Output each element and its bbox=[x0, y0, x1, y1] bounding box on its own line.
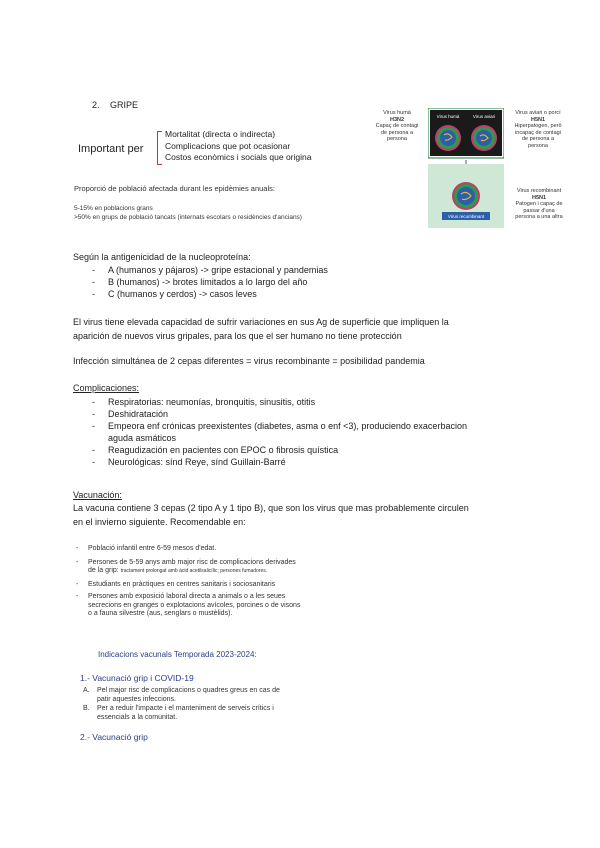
list-item: - C (humanos y cerdos) -> casos leves bbox=[92, 288, 328, 300]
complications-title: Complicaciones: bbox=[73, 383, 140, 393]
list-item: - Estudiants en pràctiques en centres sanitaris i sociosanitaris bbox=[76, 580, 276, 588]
caption-line: incapaç de contagi bbox=[515, 129, 561, 136]
caption-line: Virus aviari o porcí bbox=[515, 110, 561, 116]
caption-line: de persona a bbox=[521, 136, 555, 142]
virus-recombination-figure bbox=[428, 108, 504, 228]
proportion-line: >50% en grups de població tancats (internats escolars o residències d'ancians) bbox=[74, 213, 302, 221]
antigenicity-list bbox=[92, 264, 328, 300]
avian-virus-icon bbox=[471, 125, 497, 151]
vaccination-title: Vacunación: bbox=[73, 490, 122, 500]
caption-line: Patogen i capaç de bbox=[515, 201, 563, 207]
panel-label: Virus humà bbox=[436, 114, 460, 119]
proportion-line: 5-15% en poblacions grans bbox=[74, 205, 153, 212]
important-item: Costos econòmics i socials que origina bbox=[165, 152, 312, 162]
panel-label: Virus aviari bbox=[472, 114, 496, 119]
caption-line: H5N1 bbox=[530, 116, 546, 123]
figure-right-caption bbox=[505, 110, 571, 149]
caption-line: H3N2 bbox=[389, 116, 405, 123]
important-list bbox=[165, 129, 311, 164]
caption-line: persona bbox=[528, 142, 548, 149]
complications-list bbox=[92, 396, 467, 468]
vaccination-list bbox=[76, 545, 376, 619]
list-item: - Reagudización en pacientes con EPOC o fibrosis quística bbox=[92, 445, 339, 455]
list-item: - A (humanos y pájaros) -> gripe estacional y pandemias bbox=[92, 264, 328, 276]
caption-line: H5N1 bbox=[531, 194, 547, 201]
caption-line: Virus humà bbox=[383, 110, 411, 116]
list-item: B. Per a reduir l'impacte i el manteniment de serveis crítics i essencials a la comunitat. bbox=[83, 705, 274, 721]
caption-line: Hiperpatogen, però bbox=[514, 123, 562, 129]
important-item: Complicacions que pot ocasionar bbox=[165, 140, 291, 151]
list-item: A. Pel major risc de complicacions o quadres greus en cas de patir aquestes infeccions. bbox=[83, 687, 280, 703]
figure-bottom-caption bbox=[505, 188, 573, 221]
list-item: - Empeora enf crónicas preexistentes (diabetes, asma o enf <3), produciendo exacerbacion bbox=[92, 421, 467, 431]
variation-line: El virus tiene elevada capacidad de sufrir variaciones en sus Ag de superficie que impliquen la bbox=[73, 317, 449, 327]
caption-line: persona a una altra bbox=[515, 214, 563, 220]
section-heading bbox=[92, 99, 138, 111]
caption-line: passar d'una bbox=[523, 207, 555, 214]
vaccination-line: en el invierno siguiente. Recomendable en: bbox=[73, 517, 246, 527]
indications-heading-1: 1.- Vacunació grip i COVID-19 bbox=[80, 673, 194, 683]
variation-line: aparición de nuevos virus gripales, para los que el ser humano no tiene protección bbox=[73, 331, 402, 341]
brace-divider bbox=[157, 131, 162, 165]
vaccination-line: La vacuna contiene 3 cepas (2 tipo A y 1 tipo B), que son los virus que mas probablemente circulen bbox=[73, 503, 469, 513]
indications-title: Indicacions vacunals Temporada 2023-2024: bbox=[98, 650, 257, 659]
list-item: - Persones amb exposició laboral directa a animals o a les seues secrecions en granges o explotacions avícoles, porcines o de visons o a fauna silvestre (aus, senglars o mustèlids). bbox=[76, 593, 301, 617]
caption-line: Capaç de contagi bbox=[375, 123, 419, 129]
list-item-continuation: aguda asmáticos bbox=[108, 433, 177, 443]
list-item: - Respiratorias: neumonías, bronquitis, sinusitis, otitis bbox=[92, 397, 316, 407]
important-item: Mortalitat (directa o indirecta) bbox=[165, 129, 276, 139]
list-item: - Deshidratación bbox=[92, 409, 169, 419]
panel-label: Virus recombinant bbox=[447, 214, 485, 219]
human-virus-icon bbox=[435, 125, 461, 151]
proportion-lines bbox=[74, 205, 306, 222]
indications-heading-2: 2.- Vacunació grip bbox=[80, 732, 148, 742]
list-item: - B (humanos) -> brotes limitados a lo largo del año bbox=[92, 276, 328, 288]
infection-line: Infección simultánea de 2 cepas diferentes = virus recombinante = posibilidad pandemia bbox=[73, 356, 425, 366]
list-item: - Població infantil entre 6-59 mesos d'edat. bbox=[76, 545, 217, 552]
caption-line: de persona a bbox=[380, 129, 414, 136]
figure-left-caption bbox=[365, 110, 429, 143]
list-item: - Neurológicas: sínd Reye, sínd Guillain-Barré bbox=[92, 457, 286, 467]
antigenicity-title: Según la antigenicidad de la nucleoproteína: bbox=[73, 252, 251, 262]
list-item: - Persones de 5-59 anys amb major risc de complicacions derivades de la grip: tractament prolongat amb àcid acetilsalicílic; persones fumadores. bbox=[76, 558, 296, 574]
indications-list bbox=[83, 687, 333, 722]
caption-line: persona bbox=[387, 136, 407, 142]
section-title: GRIPE bbox=[110, 100, 139, 110]
section-number: 2. bbox=[92, 100, 100, 110]
recombinant-virus-icon bbox=[452, 182, 480, 210]
caption-line: Virus recombinant bbox=[516, 188, 562, 194]
proportion-title: Proporció de població afectada durant les epidèmies anuals: bbox=[74, 184, 275, 193]
important-label: Important per bbox=[78, 143, 144, 155]
